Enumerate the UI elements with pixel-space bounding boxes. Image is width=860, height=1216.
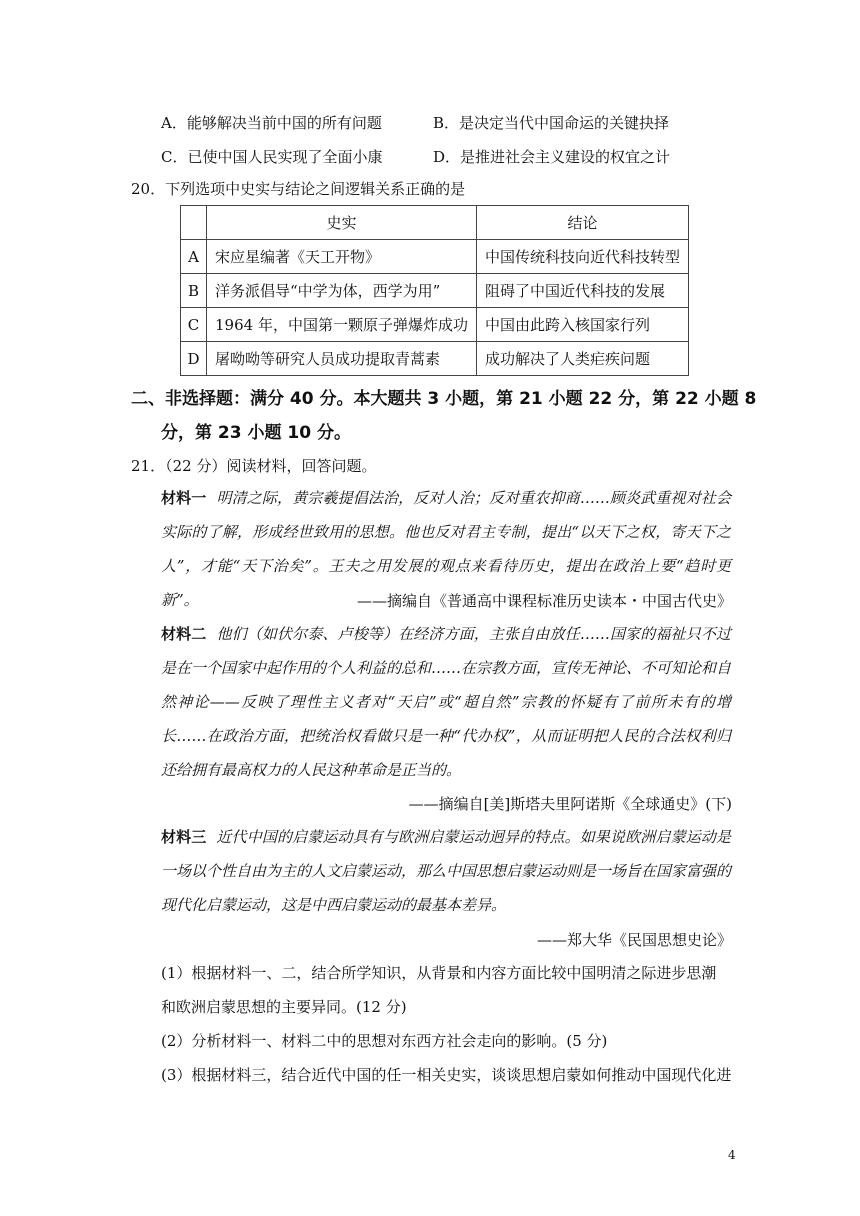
sub-question-3: (3）根据材料三，结合近代中国的任一相关史实，谈谈思想启蒙如何推动中国现代化进 <box>161 1066 732 1084</box>
table-header-conclusion: 结论 <box>476 206 688 240</box>
row-conclusion: 中国传统科技向近代科技转型 <box>476 240 688 274</box>
row-fact: 宋应星编著《天工开物》 <box>207 240 477 274</box>
question-21-stem: 21．（22 分）阅读材料，回答问题。 <box>131 457 377 475</box>
material-2 <box>161 617 731 787</box>
material-3-label: 材料三 <box>161 828 207 846</box>
row-conclusion: 成功解决了人类疟疾问题 <box>476 342 688 376</box>
material-3-text: 近代中国的启蒙运动具有与欧洲启蒙运动迥异的特点。如果说欧洲启蒙运动是一场以个性自由为主的人文启蒙运动，那么中国思想启蒙运动则是一场旨在国家富强的现代化启蒙运动，这是中西启蒙运动的最基本差异。 <box>161 828 732 914</box>
sub-question-2: (2）分析材料一、材料二中的思想对东西方社会走向的影响。(5 分) <box>161 1032 608 1050</box>
table-row <box>181 342 689 376</box>
row-key: D <box>181 342 207 376</box>
option-b: B．是决定当代中国命运的关键抉择 <box>433 114 670 132</box>
row-fact: 洋务派倡导“中学为体，西学为用” <box>207 274 477 308</box>
option-a: A．能够解决当前中国的所有问题 <box>161 114 382 132</box>
question-20-stem: 20．下列选项中史实与结论之间逻辑关系正确的是 <box>131 180 466 198</box>
row-key: A <box>181 240 207 274</box>
row-key: B <box>181 274 207 308</box>
material-1-source: ——摘编自《普通高中课程标准历史读本・中国古代史》 <box>356 592 732 610</box>
table-header-empty <box>181 206 207 240</box>
material-2-label: 材料二 <box>161 625 207 643</box>
material-1-label: 材料一 <box>161 489 207 507</box>
section-2-heading-line1: 二、非选择题：满分 40 分。本大题共 3 小题，第 21 小题 22 分，第 22 小题 8 <box>131 389 757 409</box>
row-fact: 1964 年，中国第一颗原子弹爆炸成功 <box>207 308 477 342</box>
option-d: D．是推进社会主义建设的权宜之计 <box>433 148 671 166</box>
table-row <box>181 274 689 308</box>
material-1-text: 明清之际，黄宗羲提倡法治，反对人治；反对重农抑商……顾炎武重视对社会实际的了解，形成经世致用的思想。他也反对君主专制，提出“以天下之权，寄天下之人”，才能“天下治矣”。王夫之用发展的观点来看待历史，提出在政治上要“趋时更新”。 <box>161 489 731 609</box>
page-number: 4 <box>728 1148 736 1162</box>
material-2-text: 他们（如伏尔泰、卢梭等）在经济方面，主张自由放任……国家的福祉只不过是在一个国家中起作用的个人利益的总和……在宗教方面，宣传无神论、不可知论和自然神论——反映了理性主义者对“天启”或“超自然”宗教的怀疑有了前所未有的增长……在政治方面，把统治权看做只是一种“代办权”，从而证明把人民的合法权利归还给拥有最高权力的人民这种革命是正当的。 <box>161 625 732 779</box>
row-conclusion: 阻碍了中国近代科技的发展 <box>476 274 688 308</box>
material-3 <box>161 820 731 922</box>
table-row <box>181 308 689 342</box>
option-c: C．已使中国人民实现了全面小康 <box>161 148 383 166</box>
row-conclusion: 中国由此跨入核国家行列 <box>476 308 688 342</box>
table-header-row <box>181 206 689 240</box>
table-row <box>181 240 689 274</box>
row-key: C <box>181 308 207 342</box>
q20-table <box>180 205 689 376</box>
table-header-fact: 史实 <box>207 206 477 240</box>
material-2-source: ——摘编自[美]斯塔夫里阿诺斯《全球通史》(下) <box>408 795 732 813</box>
row-fact: 屠呦呦等研究人员成功提取青蒿素 <box>207 342 477 376</box>
material-3-source: ——郑大华《民国思想史论》 <box>536 931 732 949</box>
section-2-heading-line2: 分，第 23 小题 10 分。 <box>161 423 351 443</box>
sub-question-1: (1）根据材料一、二，结合所学知识，从背景和内容方面比较中国明清之际进步思潮和欧洲启蒙思想的主要异同。(12 分) <box>161 964 717 1016</box>
